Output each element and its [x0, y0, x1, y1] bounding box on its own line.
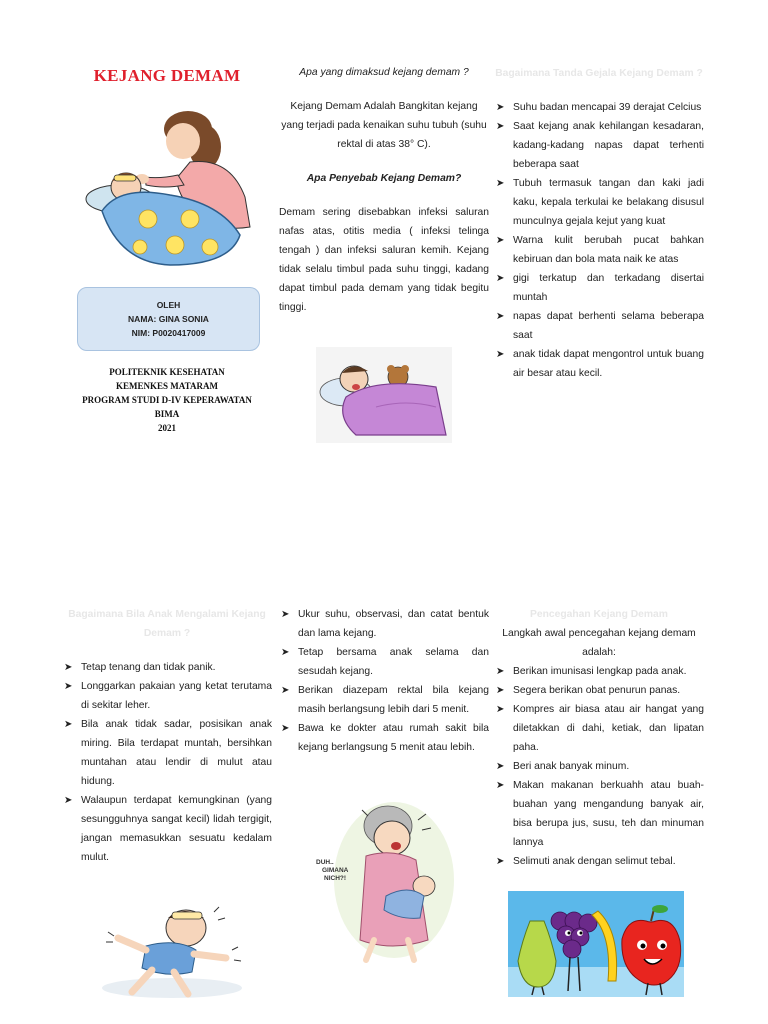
list-item: ➤ Walaupun terdapat kemungkinan (yang sesungguhnya sangat kecil) lidah tergigit, jangan memasukkan sesuatu kedalam mulut.	[62, 791, 272, 867]
bullet-arrow-icon: ➤	[64, 681, 73, 692]
institution-line: KEMENKES MATARAM	[116, 381, 218, 391]
bullet-arrow-icon: ➤	[496, 856, 505, 867]
prevention-heading: Pencegahan Kejang Demam	[530, 609, 668, 620]
mother-caring-child-illustration	[80, 107, 260, 269]
institution-line: PROGRAM STUDI D-IV KEPERAWATAN	[82, 395, 252, 405]
bullet-arrow-icon: ➤	[496, 666, 505, 677]
bullet-arrow-icon: ➤	[496, 121, 505, 132]
cause-heading: Apa Penyebab Kejang Demam?	[306, 173, 462, 184]
bullet-arrow-icon: ➤	[64, 719, 73, 730]
speech-line: DUH..	[316, 859, 334, 866]
cartoon-fruits-illustration	[508, 891, 684, 997]
author-name: NAMA: GINA SONIA	[128, 314, 209, 324]
list-item: ➤ Tubuh termasuk tangan dan kaki jadi kaku, kepala terkulai ke belakang disusul munculnya gejala kejut yang kuat	[494, 174, 704, 231]
sick-child-in-bed-illustration	[316, 347, 452, 443]
institution-line: 2021	[158, 423, 176, 433]
bullet-arrow-icon: ➤	[64, 662, 73, 673]
prevention-panel	[494, 605, 704, 871]
bullet-arrow-icon: ➤	[281, 647, 290, 658]
prevention-list	[494, 662, 704, 871]
bullet-arrow-icon: ➤	[496, 102, 505, 113]
speech-line: GIMANA	[322, 867, 349, 874]
first-aid-panel	[62, 605, 272, 867]
cover-panel	[62, 66, 272, 86]
cause-text: Demam sering disebabkan infeksi saluran nafas atas, otitis media ( infeksi telinga tengah ) dan infeksi saluran kemih. Kejang tidak selalu timbul pada suhu tinggi, kadang dapat timbul pada demam yang tidak begitu tinggi.	[279, 207, 489, 313]
list-item: ➤ Saat kejang anak kehilangan kesadaran, kadang-kadang napas dapat terhenti beberapa saat	[494, 117, 704, 174]
definition-text: Kejang Demam Adalah Bangkitan kejang yang terjadi pada kenaikan suhu tubuh (suhu rektal di atas 38° C).	[281, 101, 487, 150]
oleh-label: OLEH	[156, 300, 181, 310]
actions-panel	[279, 605, 489, 757]
actions-list	[279, 605, 489, 757]
bullet-arrow-icon: ➤	[496, 685, 505, 696]
list-item: ➤ Kompres air biasa atau air hangat yang diletakkan di dahi, ketiak, dan lipatan paha.	[494, 700, 704, 757]
bullet-arrow-icon: ➤	[496, 235, 505, 246]
bullet-arrow-icon: ➤	[496, 273, 505, 284]
bullet-arrow-icon: ➤	[281, 609, 290, 620]
bullet-arrow-icon: ➤	[281, 685, 290, 696]
bullet-arrow-icon: ➤	[496, 780, 505, 791]
page-title: KEJANG DEMAM	[93, 66, 241, 85]
list-item: ➤ Segera berikan obat penurun panas.	[494, 681, 704, 700]
child-seizure-illustration	[96, 888, 248, 1002]
prevention-intro: Langkah awal pencegahan kejang demam adalah:	[502, 628, 696, 658]
list-item: ➤ napas dapat berhenti selama beberapa saat	[494, 307, 704, 345]
list-item: ➤ Warna kulit berubah pucat bahkan kebiruan dan bola mata naik ke atas	[494, 231, 704, 269]
symptoms-heading: Bagaimana Tanda Gejala Kejang Demam ?	[495, 68, 703, 79]
list-item: ➤ gigi terkatup dan terkadang disertai muntah	[494, 269, 704, 307]
list-item: ➤ Tetap bersama anak selama dan sesudah kejang.	[279, 643, 489, 681]
list-item: ➤ Suhu badan mencapai 39 derajat Celcius	[494, 98, 704, 117]
symptoms-panel	[494, 64, 704, 383]
bullet-arrow-icon: ➤	[496, 761, 505, 772]
first-aid-list	[62, 658, 272, 867]
list-item: ➤ Bila anak tidak sadar, posisikan anak miring. Bila terdapat muntah, bersihkan muntahan atau lendir di mulut atau hidung.	[62, 715, 272, 791]
institution-block	[62, 365, 272, 435]
list-item: ➤ Ukur suhu, observasi, dan catat bentuk dan lama kejang.	[279, 605, 489, 643]
symptoms-list	[494, 98, 704, 383]
list-item: ➤ Longgarkan pakaian yang ketat terutama di sekitar leher.	[62, 677, 272, 715]
definition-question: Apa yang dimaksud kejang demam ?	[299, 67, 469, 78]
author-box	[77, 287, 260, 351]
author-nim: NIM: P0020417009	[131, 328, 206, 338]
worried-grandmother-illustration	[312, 800, 454, 964]
institution-line: BIMA	[154, 409, 180, 419]
first-aid-heading: Bagaimana Bila Anak Mengalami Kejang Demam ?	[68, 609, 266, 639]
list-item: ➤ Berikan imunisasi lengkap pada anak.	[494, 662, 704, 681]
speech-line: NICH?!	[324, 875, 347, 882]
list-item: ➤ Beri anak banyak minum.	[494, 757, 704, 776]
list-item: ➤ Bawa ke dokter atau rumah sakit bila kejang berlangsung 5 menit atau lebih.	[279, 719, 489, 757]
institution-line: POLITEKNIK KESEHATAN	[109, 367, 225, 377]
bullet-arrow-icon: ➤	[496, 704, 505, 715]
bullet-arrow-icon: ➤	[496, 311, 505, 322]
list-item: ➤ Berikan diazepam rektal bila kejang masih berlangsung lebih dari 5 menit.	[279, 681, 489, 719]
list-item: ➤ Selimuti anak dengan selimut tebal.	[494, 852, 704, 871]
list-item: ➤ anak tidak dapat mengontrol untuk buang air besar atau kecil.	[494, 345, 704, 383]
bullet-arrow-icon: ➤	[64, 795, 73, 806]
definition-panel	[279, 63, 489, 317]
list-item: ➤ Tetap tenang dan tidak panik.	[62, 658, 272, 677]
bullet-arrow-icon: ➤	[496, 349, 505, 360]
list-item: ➤ Makan makanan berkuahh atau buah-buahan yang mengandung banyak air, bisa berupa jus, susu, teh dan minuman lannya	[494, 776, 704, 852]
bullet-arrow-icon: ➤	[496, 178, 505, 189]
bullet-arrow-icon: ➤	[281, 723, 290, 734]
